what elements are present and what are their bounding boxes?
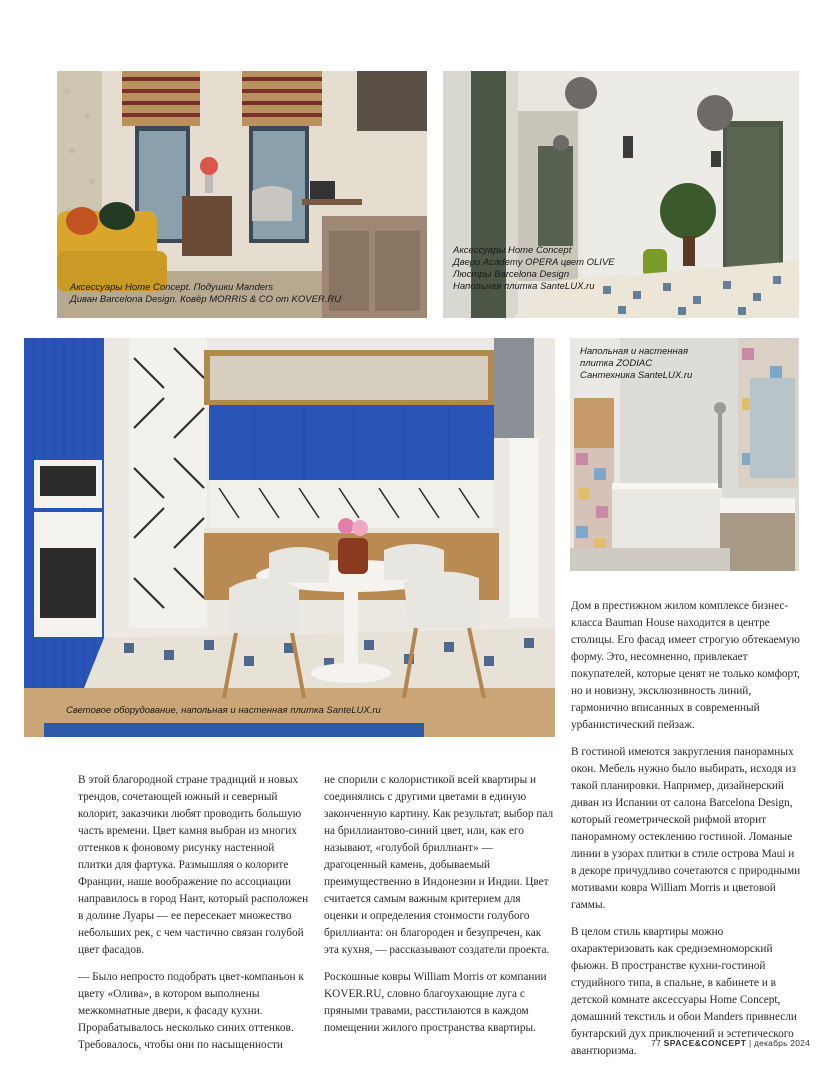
article-col3-paragraph-1: Дом в престижном жилом комплексе бизнес-класса Bauman House находится в центре столицы. Его фасад имеет строгую обтекаемую форму. Это, несомненно, привлекает покупателей, которые ценят не только комфорт, но и новизну, эксклюзивность линий, гармонично вписанных в современный урбанистический пейзаж.: [571, 600, 800, 731]
article-column-3: [571, 598, 801, 1070]
bathroom-caption: Напольная и настенная плитка ZODIAC Сантехника SanteLUX.ru: [580, 346, 693, 381]
living-room-caption: Аксессуары Home Concept. Подушки Manders Диван Barcelona Design. Ковёр MORRIS & CO от KOVER.RU: [70, 282, 342, 305]
article-column-2: [324, 772, 556, 1047]
kitchen-caption: Световое оборудование, напольная и настенная плитка SanteLUX.ru: [66, 705, 381, 716]
hallway-photo: [443, 71, 799, 318]
bathroom-photo: [570, 338, 799, 571]
issue-date: декабрь 2024: [753, 1038, 810, 1048]
article-column-1: [78, 772, 310, 1064]
article-col2-paragraph-2: Роскошные ковры William Morris от компании KOVER.RU, словно благоухающие луга с пряными травами, расстилаются в каждом помещении жилого пространства квартиры.: [324, 971, 547, 1034]
article-col1-paragraph-2: — Было непросто подобрать цвет-компаньон к цвету «Олива», в котором выполнены межкомнатные двери, к фасаду кухни. Прорабатывалось несколько синих оттенков. Требовалось, чтобы они по насыщенности: [78, 971, 304, 1051]
article-col2-paragraph-1: не спорили с колористикой всей квартиры и соединялись с другими цветами в единую законченную картину. Как результат, выбор пал на бриллиантово-синий цвет, или, как его называют, «голубой бриллиант» — драгоценный камень, добываемый преимущественно в Индонезии и Индии. Цвет считается самым важным критерием для оценки и определения стоимости голубого бриллианта: он благороден и безупречен, как эта кухня, — рассказывают создатели проекта.: [324, 774, 554, 956]
kitchen-photo: [24, 338, 555, 737]
article-col3-paragraph-2: В гостиной имеются закругления панорамных окон. Мебель нужно было выбирать, исходя из такой планировки. Например, дизайнерский диван из Испании от салона Barcelona Design, который геометрической рифмой вторит панорамному остеклению гостиной. Ломаные линии в узорах плитки в стиле острова Maui и в декоре причудливо сочетаются с природными мотивами ковра William Morris и цветовой гаммы.: [571, 746, 801, 911]
page-number: 77: [651, 1038, 662, 1048]
article-col1-paragraph-1: В этой благородной стране традиций и новых трендов, сочетающей южный и северный колорит, заказчики любят проводить большую часть времени. Цвет камня выбран из многих оттенков к фоновому рисунку настенной плитки для фартука. Размышляя о колорите Франции, наше воображение по ассоциации направилось в город Нант, который расположен в долине Луары — ее пересекает множество небольших рек, с чем частично связан голубой цвет фасадов.: [78, 774, 309, 956]
kitchen-illustration: [24, 338, 555, 737]
magazine-brand: SPACE&CONCEPT: [663, 1038, 747, 1048]
hallway-caption: Аксессуары Home Concept Двери Academy OPERA цвет OLIVE Люстры Barcelona Design Напольная плитка SanteLUX.ru: [453, 245, 615, 292]
page-footer: [580, 1038, 810, 1048]
living-room-photo: [57, 71, 427, 318]
footer-separator: |: [749, 1038, 752, 1048]
living-room-illustration: [57, 71, 427, 318]
article-col3-paragraph-3: В целом стиль квартиры можно охарактеризовать как средиземноморский фьюжн. В пространстве кухни-гостиной студийного типа, в спальне, в кабинете и в детской комнате аксессуары Home Concept, домашний текстиль и обои Manders привнесли бунтарский дух приключений и эстетического авантюризма.: [571, 926, 797, 1057]
